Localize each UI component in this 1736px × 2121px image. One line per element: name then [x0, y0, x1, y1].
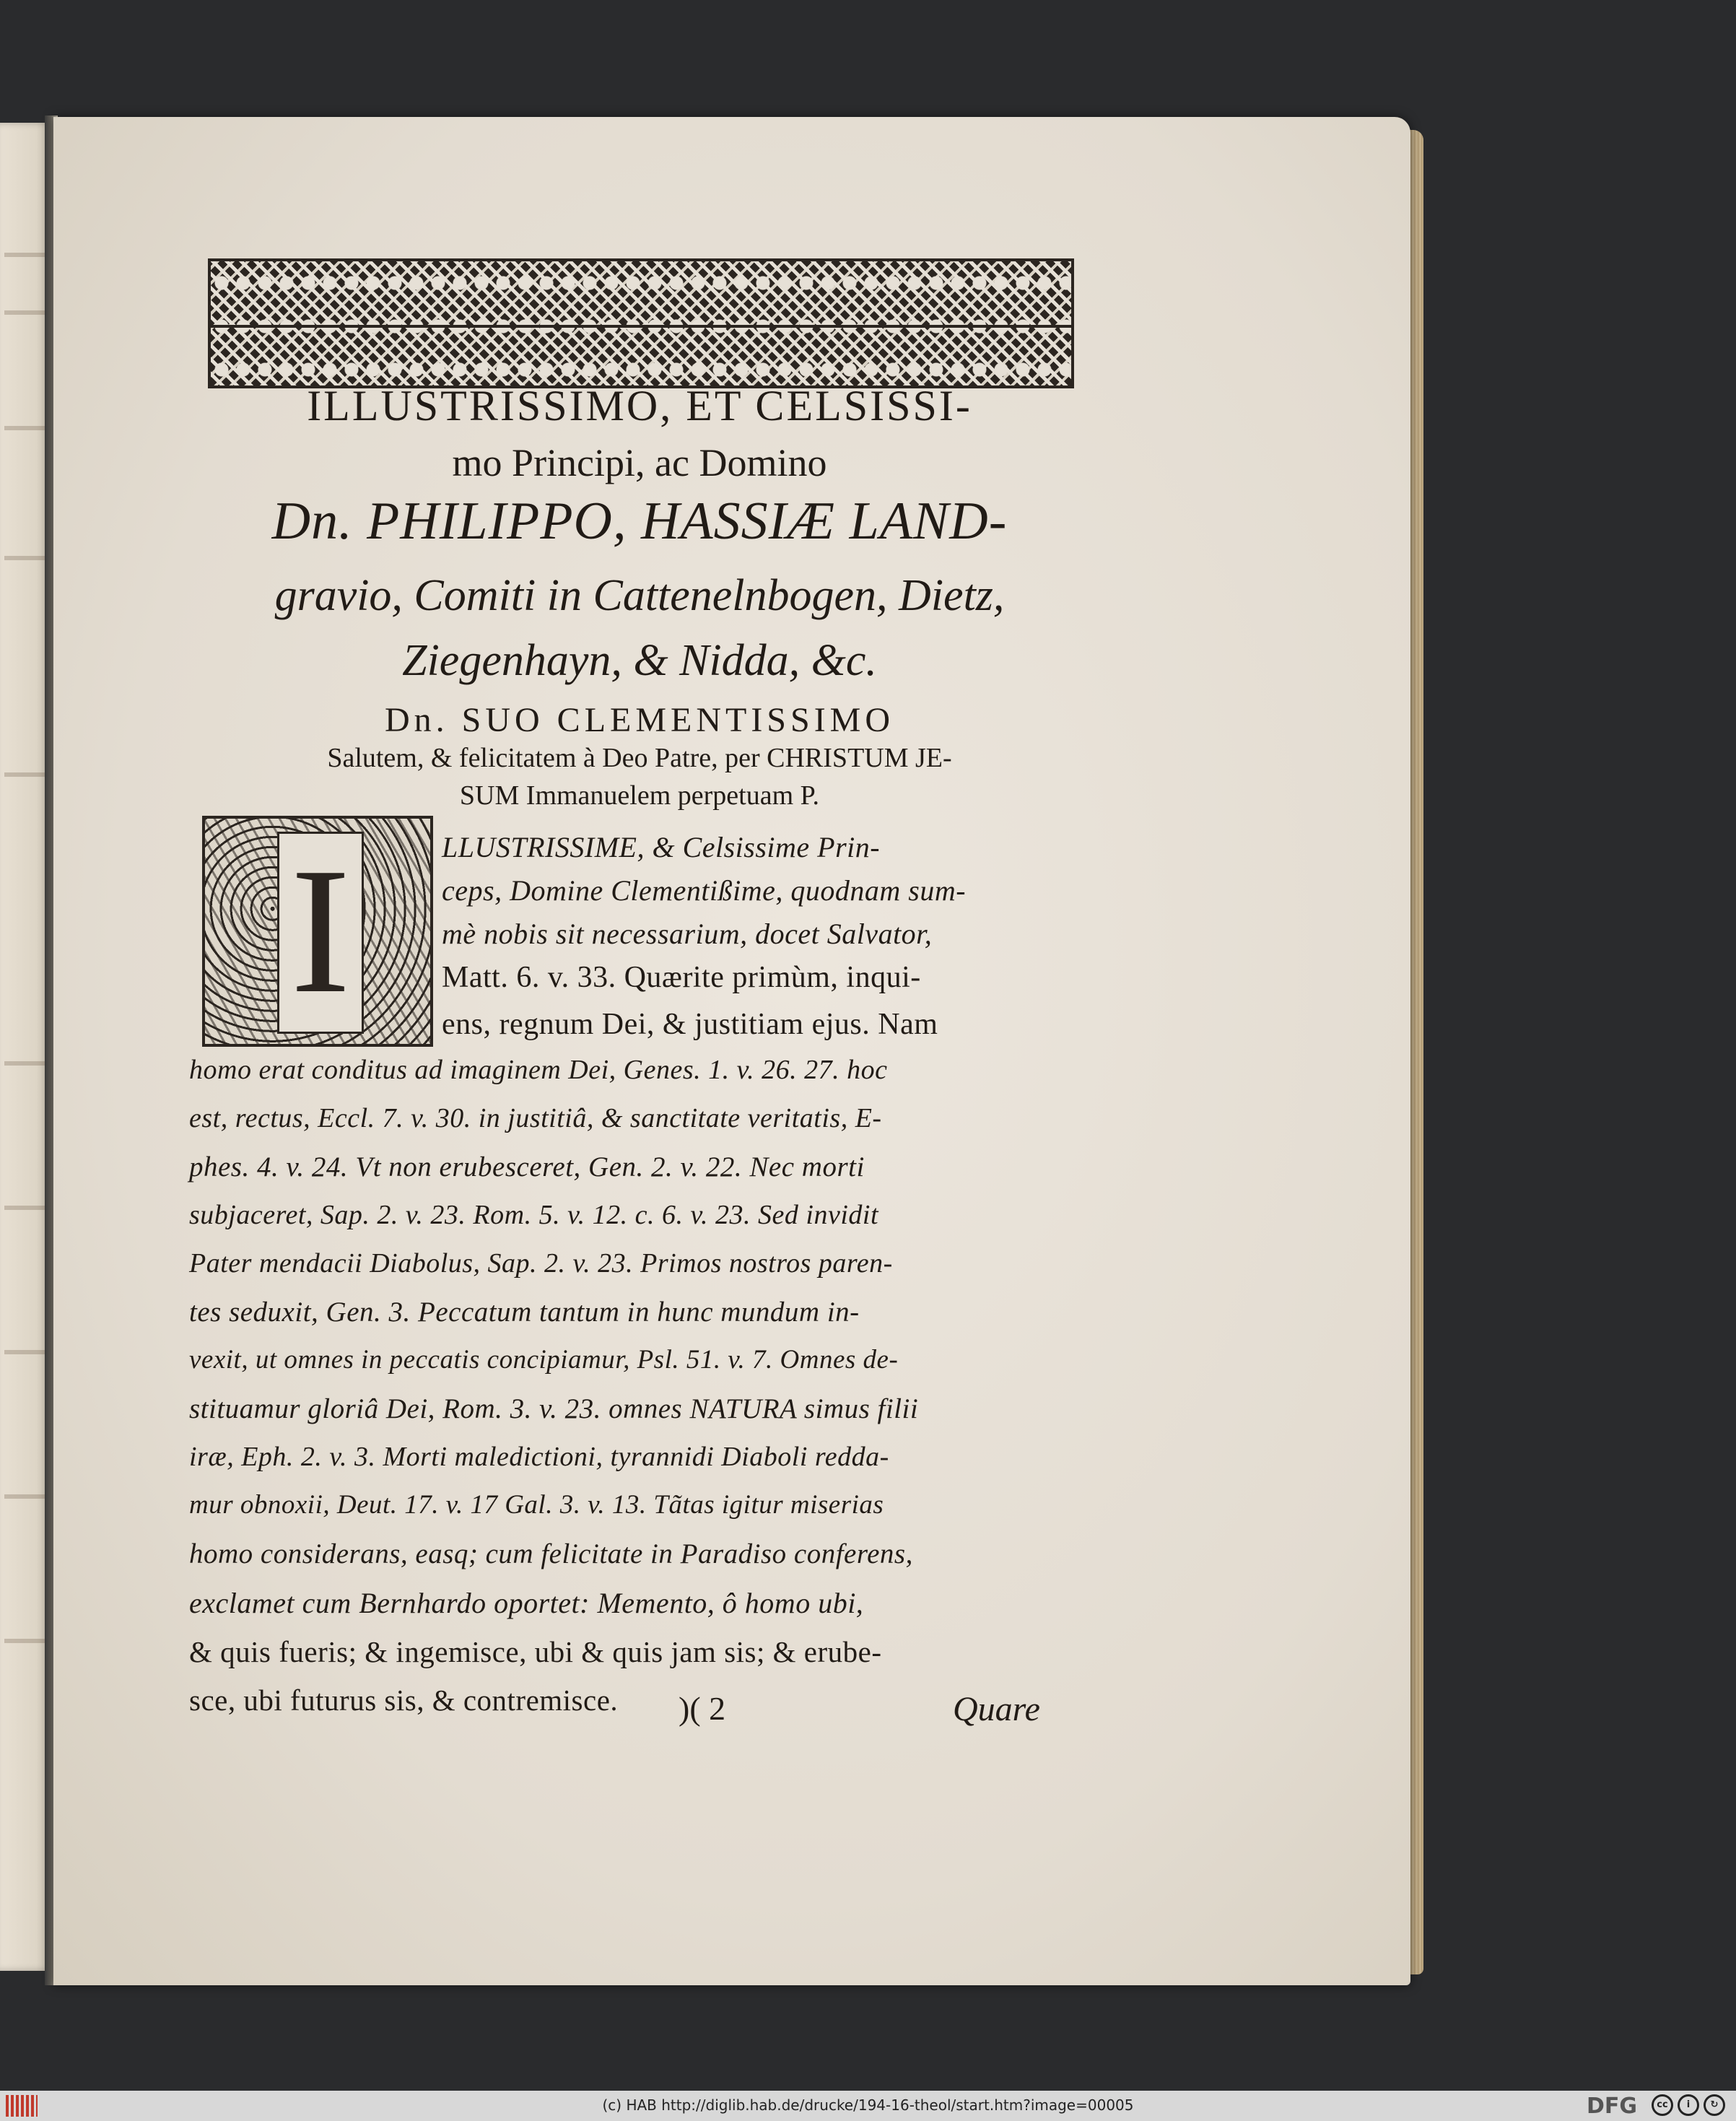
catchword: Quare — [953, 1690, 1040, 1728]
body-line: est, rectus, Eccl. 7. v. 30. in justitiâ, & sanctitate veritatis, E- — [189, 1103, 882, 1133]
dedication-line-8: SUM Immanuelem perpetuam P. — [459, 780, 820, 811]
body-line: & quis fueris; & ingemisce, ubi & quis jam sis; & erube- — [189, 1635, 882, 1668]
body-line: subjaceret, Sap. 2. v. 23. Rom. 5. v. 12. c. 6. v. 23. Sed invidit — [189, 1200, 879, 1230]
body-line: phes. 4. v. 24. Vt non erubesceret, Gen. 2. v. 22. Nec morti — [189, 1151, 865, 1183]
dedication-line-2: mo Principi, ac Domino — [452, 441, 827, 484]
dedication-line-7: Salutem, & felicitatem à Deo Patre, per CHRISTUM JE- — [327, 743, 952, 773]
sa-license-icon: ↻ — [1704, 2094, 1725, 2116]
body-line: tes seduxit, Gen. 3. Peccatum tantum in hunc mundum in- — [189, 1297, 860, 1328]
body-line: stituamur gloriâ Dei, Rom. 3. v. 23. omnes NATURA simus filii — [189, 1393, 919, 1424]
decorated-initial — [202, 816, 433, 1047]
cc-license-icon: cc — [1652, 2094, 1673, 2116]
by-license-icon: i — [1678, 2094, 1699, 2116]
body-line: homo considerans, easq; cum felicitate in Paradiso conferens, — [189, 1538, 913, 1569]
source-credit: (c) HAB http://diglib.hab.de/drucke/194-16-theol/start.htm?image=00005 — [602, 2096, 1134, 2114]
body-line: sce, ubi futurus sis, & contremisce. — [189, 1684, 619, 1717]
dfg-logo: DFG — [1587, 2094, 1638, 2119]
initial-letter: I — [277, 832, 364, 1034]
body-line: ens, regnum Dei, & justitiam ejus. Nam — [442, 1008, 938, 1041]
body-line: mè nobis sit necessarium, docet Salvator, — [442, 918, 933, 950]
dedication-line-1: ILLUSTRISSIMO, ET CELSISSI- — [307, 382, 972, 430]
body-line: ceps, Domine Clementißime, quodnam sum- — [442, 874, 967, 907]
dedication-line-6: Dn. SUO CLEMENTISSIMO — [384, 701, 895, 739]
dedication-line-5: Ziegenhayn, & Nidda, &c. — [402, 636, 877, 685]
dedication-line-4: gravio, Comiti in Cattenelnbogen, Dietz, — [274, 571, 1005, 620]
body-line: vexit, ut omnes in peccatis concipiamur, Psl. 51. v. 7. Omnes de- — [189, 1345, 899, 1375]
dedication-line-3: Dn. PHILIPPO, HASSIÆ LAND- — [271, 492, 1008, 551]
body-line: Pater mendacii Diabolus, Sap. 2. v. 23. Primos nostros paren- — [189, 1248, 893, 1279]
body-line: homo erat conditus ad imaginem Dei, Genes. 1. v. 26. 27. hoc — [189, 1055, 888, 1085]
body-line: mur obnoxii, Deut. 17. v. 17 Gal. 3. v. 13. Tãtas igitur miserias — [189, 1490, 884, 1520]
ornamental-headpiece — [208, 258, 1074, 388]
body-line: Matt. 6. v. 33. Quærite primùm, inqui- — [442, 961, 921, 994]
body-line: iræ, Eph. 2. v. 3. Morti maledictioni, tyrannidi Diaboli redda- — [189, 1442, 889, 1472]
viewer-footer — [0, 2091, 1736, 2121]
body-line: LLUSTRISSIME, & Celsissime Prin- — [442, 831, 881, 863]
signature-mark: )( 2 — [679, 1690, 726, 1727]
body-line: exclamet cum Bernhardo oportet: Memento, ô homo ubi, — [189, 1587, 864, 1619]
